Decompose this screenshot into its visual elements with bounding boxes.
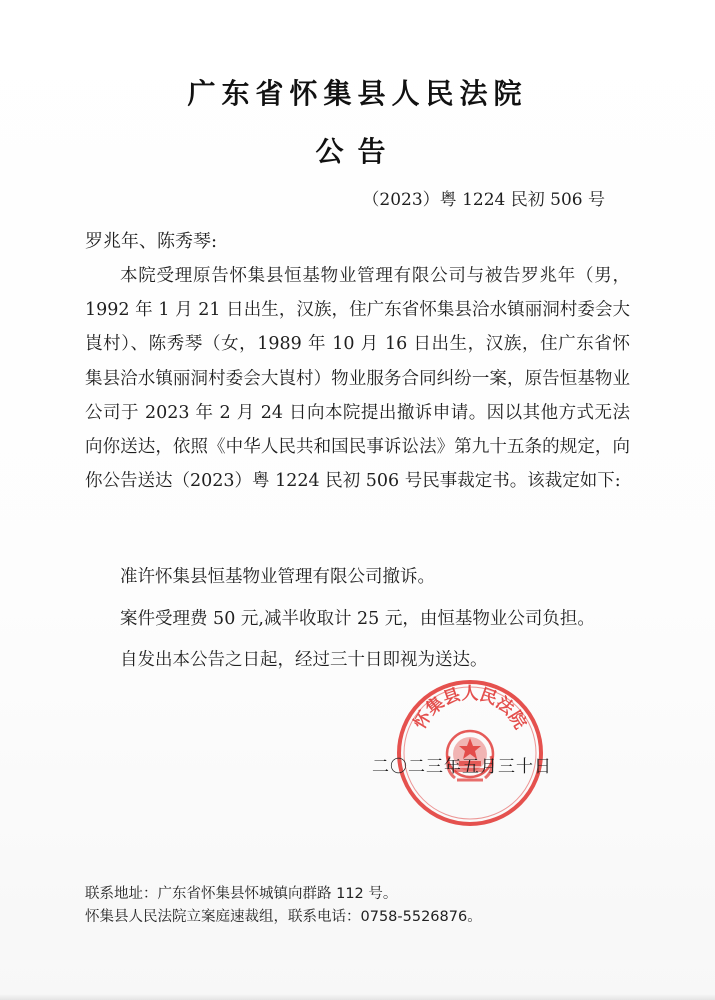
page-bottom-edge [0, 994, 715, 1000]
case-number: （2023）粤 1224 民初 506 号 [362, 190, 605, 210]
svg-text:怀集县人民法院: 怀集县人民法院 [410, 683, 530, 733]
notice-body: 本院受理原告怀集县恒基物业管理有限公司与被告罗兆年（男，1992 年 1 月 21 日出生，汉族，住广东省怀集县洽水镇丽洞村委会大崀村）、陈秀琴（女，1989 年 10 月 16 日出生，汉族，住广东省怀集县洽水镇丽洞村委会大崀村）物业服务合同纠纷一案，原告恒基物业公司于 2023 年 2 月 24 日向本院提出撤诉申请。因以其他方式无法向你送达，依照《中华人民共和国民事诉讼法》第九十五条的规定，向你公告送达（2023）粤 1224 民初 506 号民事裁定书。该裁定如下: [85, 266, 631, 492]
court-title: 广东省怀集县人民法院 [187, 77, 528, 110]
ruling-line-3: 自发出本公告之日起，经过三十日即视为送达。 [120, 650, 488, 670]
addressee: 罗兆年、陈秀琴: [85, 231, 218, 252]
notice-title: 公告 [315, 135, 400, 168]
notice-date: 二〇二三年五月三十日 [372, 757, 552, 777]
ruling-line-1: 准许怀集县恒基物业管理有限公司撤诉。 [120, 567, 435, 587]
ruling-line-2: 案件受理费 50 元,减半收取计 25 元，由恒基物业公司负担。 [120, 609, 595, 629]
contact-phone: 怀集县人民法院立案庭速裁组，联系电话：0758-5526876。 [85, 909, 482, 925]
contact-address: 联系地址：广东省怀集县怀城镇向群路 112 号。 [85, 886, 398, 902]
